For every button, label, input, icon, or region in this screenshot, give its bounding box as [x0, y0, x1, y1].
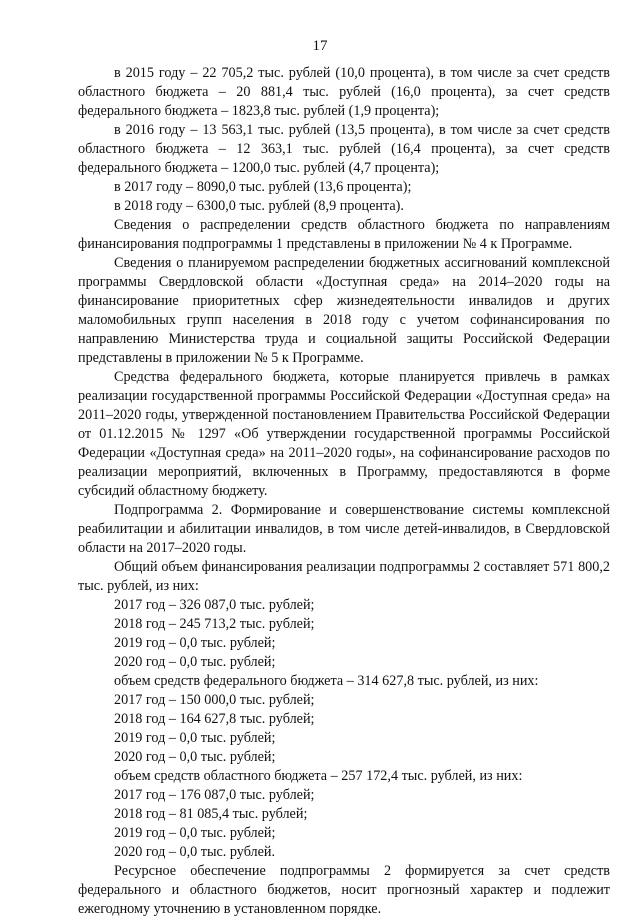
paragraph: в 2018 году – 6300,0 тыс. рублей (8,9 процента). — [114, 198, 404, 214]
paragraph: Сведения о распределении средств областного бюджета по направлениям финансирования подпрограммы 1 представлены в приложении № 4 к Программе. — [78, 217, 610, 252]
paragraph: в 2017 году – 8090,0 тыс. рублей (13,6 процента); — [114, 179, 412, 195]
funding-line: 2019 год – 0,0 тыс. рублей; — [114, 825, 276, 841]
paragraph: Ресурсное обеспечение подпрограммы 2 формируется за счет средств федерального и областного бюджетов, носит прогнозный характер и подлежит ежегодному уточнению в установленном порядке. — [78, 863, 610, 917]
paragraph: в 2016 году – 13 563,1 тыс. рублей (13,5 процента), в том числе за счет средств областного бюджета – 12 363,1 тыс. рублей (16,4 процента), за счет средств федерального бюджета – 1200,0 тыс. рублей (4,7 процента); — [78, 122, 610, 176]
funding-subtotal: объем средств областного бюджета – 257 172,4 тыс. рублей, из них: — [114, 768, 523, 784]
document-body — [78, 64, 610, 919]
funding-line: 2020 год – 0,0 тыс. рублей; — [114, 654, 276, 670]
funding-line: 2017 год – 176 087,0 тыс. рублей; — [114, 787, 315, 803]
subprogram-heading: Подпрограмма 2. Формирование и совершенствование системы комплексной реабилитации и абилитации инвалидов, в том числе детей-инвалидов, в Свердловской области на 2017–2020 годы. — [78, 502, 610, 556]
funding-line: 2017 год – 150 000,0 тыс. рублей; — [114, 692, 315, 708]
paragraph: Общий объем финансирования реализации подпрограммы 2 составляет 571 800,2 тыс. рублей, из них: — [78, 559, 610, 594]
funding-line: 2020 год – 0,0 тыс. рублей. — [114, 844, 276, 860]
page-number: 17 — [312, 38, 328, 54]
funding-line: 2018 год – 164 627,8 тыс. рублей; — [114, 711, 315, 727]
paragraph: Сведения о планируемом распределении бюджетных ассигнований комплексной программы Свердловской области «Доступная среда» на 2014–2020 годы на финансирование приоритетных сфер жизнедеятельности инвалидов и других маломобильных групп населения в 2018 году с учетом софинансирования по направлению Министерства труда и социальной защиты Российской Федерации представлены в приложении № 5 к Программе. — [78, 255, 610, 366]
funding-line: 2018 год – 81 085,4 тыс. рублей; — [114, 806, 308, 822]
funding-subtotal: объем средств федерального бюджета – 314 627,8 тыс. рублей, из них: — [114, 673, 539, 689]
funding-line: 2020 год – 0,0 тыс. рублей; — [114, 749, 276, 765]
funding-line: 2017 год – 326 087,0 тыс. рублей; — [114, 597, 315, 613]
funding-line: 2019 год – 0,0 тыс. рублей; — [114, 635, 276, 651]
funding-line: 2019 год – 0,0 тыс. рублей; — [114, 730, 276, 746]
paragraph: Средства федерального бюджета, которые планируется привлечь в рамках реализации государственной программы Российской Федерации «Доступная среда» на 2011–2020 годы, утвержденной постановлением Правительства Российской Федерации от 01.12.2015 № 1297 «Об утверждении государственной программы Российской Федерации «Доступная среда» на 2011–2020 годы», на софинансирование расходов по реализации мероприятий, включенных в Программу, предоставляются в форме субсидий областному бюджету. — [78, 369, 610, 499]
funding-line: 2018 год – 245 713,2 тыс. рублей; — [114, 616, 315, 632]
paragraph: в 2015 году – 22 705,2 тыс. рублей (10,0 процента), в том числе за счет средств областного бюджета – 20 881,4 тыс. рублей (16,0 процента), за счет средств федерального бюджета – 1823,8 тыс. рублей (1,9 процента); — [78, 65, 610, 119]
